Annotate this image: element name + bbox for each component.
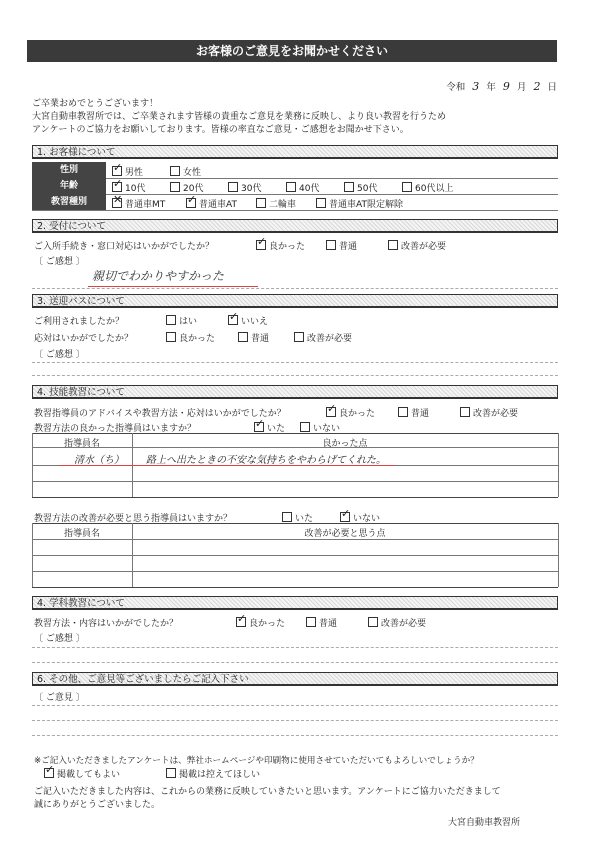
section-4-heading: 4. 技能教習について bbox=[32, 385, 558, 399]
intro-text: ご卒業おめでとうございます！ 大宮自動車教習所では、ご卒業されます皆様の貴重なご意見を業務に反映し、より良い教習を行うため アンケートのご協力をお願いしております。皆様の率直なご意見・ご感想をお聞かせ下さい。 bbox=[32, 99, 447, 135]
checkbox-bus-yes[interactable] bbox=[166, 315, 176, 325]
section-5-heading: 4. 学科教習について bbox=[32, 596, 558, 610]
reception-comment: 親切でわかりやすかった bbox=[92, 269, 225, 283]
checkbox-improve-instr-yes[interactable] bbox=[282, 512, 292, 522]
age-60s-option[interactable]: 60代以上 bbox=[402, 181, 453, 194]
age-label: 年齢 bbox=[32, 178, 106, 194]
checkbox-classroom-good[interactable]: ✓ bbox=[237, 612, 247, 625]
improve-instructor-no-option[interactable]: ✓ いない bbox=[341, 507, 381, 524]
date-year-unit: 年 bbox=[486, 82, 496, 93]
gender-male-option[interactable]: ✓ 男性 bbox=[113, 161, 144, 178]
classroom-good-option[interactable]: ✓ 良かった bbox=[237, 612, 286, 629]
age-20s-option[interactable]: 20代 bbox=[170, 181, 203, 194]
gender-label: 性別 bbox=[32, 162, 106, 178]
checkbox-bus-no[interactable]: ✓ bbox=[229, 310, 239, 323]
col-improve-points: 改善が必要と思う点 bbox=[304, 529, 386, 539]
section-2-heading: 2. 受付について bbox=[32, 219, 558, 233]
checkbox-bus-normal[interactable] bbox=[238, 332, 248, 342]
good-instructor-question: 教習方法の良かった指導員はいますか？ bbox=[34, 424, 197, 434]
reception-question: ご入所手続き・窓口対応はいかがでしたか？ bbox=[34, 242, 215, 252]
good-instructor-yes-option[interactable]: ✓ いた bbox=[255, 417, 286, 434]
good-instructor-no-option[interactable]: いない bbox=[300, 421, 340, 434]
course-at-release-option[interactable]: 普通車AT限定解除 bbox=[316, 197, 403, 210]
section-3-heading: 3. 送迎バスについて bbox=[32, 294, 558, 308]
other-comment-label: 〔 ご意見 〕 bbox=[34, 693, 85, 703]
col-instructor-name: 指導員名 bbox=[63, 439, 100, 449]
advice-improve-option[interactable]: 改善が必要 bbox=[460, 406, 518, 419]
bus-normal-option[interactable]: 普通 bbox=[238, 331, 269, 344]
reception-improve-option[interactable]: 改善が必要 bbox=[388, 239, 446, 252]
checkbox-improve-instr-no[interactable]: ✓ bbox=[341, 507, 351, 520]
checkbox-reception-improve[interactable] bbox=[388, 240, 398, 250]
good-instructor-name: 清水（ち） bbox=[74, 455, 124, 466]
col-good-points: 良かった点 bbox=[322, 439, 368, 449]
date-year: 3 bbox=[472, 80, 480, 93]
thanks-text: ご記入いただきました内容は、これからの業務に反映していきたいと思います。アンケートにご協力いただきまして 誠にありがとうございました。 bbox=[34, 787, 501, 810]
section-6-heading: 6. その他、ご意見等ございましたらご記入下さい bbox=[32, 672, 558, 686]
checkbox-bus-improve[interactable] bbox=[294, 332, 304, 342]
reception-normal-option[interactable]: 普通 bbox=[326, 239, 357, 252]
bus-use-question: ご利用されましたか？ bbox=[34, 317, 125, 327]
bus-good-option[interactable]: 良かった bbox=[166, 331, 215, 344]
survey-title: お客様のご意見をお聞かせください bbox=[27, 40, 557, 62]
checkbox-50s[interactable] bbox=[344, 182, 354, 192]
checkbox-advice-normal[interactable] bbox=[398, 407, 408, 417]
checkbox-bike[interactable] bbox=[256, 198, 266, 208]
checkbox-male[interactable]: ✓ bbox=[113, 161, 123, 174]
checkbox-20s[interactable] bbox=[170, 182, 180, 192]
course-label: 教習種別 bbox=[32, 194, 106, 210]
date-month: 9 bbox=[502, 80, 510, 93]
age-50s-option[interactable]: 50代 bbox=[344, 181, 377, 194]
section-1-heading: 1. お客様について bbox=[32, 145, 558, 159]
checkbox-advice-improve[interactable] bbox=[460, 407, 470, 417]
date-era: 令和 bbox=[446, 82, 466, 93]
col-improve-instructor-name: 指導員名 bbox=[63, 529, 100, 539]
bus-improve-option[interactable]: 改善が必要 bbox=[294, 331, 352, 344]
publish-no-option[interactable]: 掲載は控えてほしい bbox=[166, 767, 260, 780]
date-month-unit: 月 bbox=[516, 82, 527, 93]
improve-instructor-question: 教習方法の改善が必要と思う指導員はいますか？ bbox=[34, 514, 233, 524]
publish-ok-option[interactable]: ✓ 掲載してもよい bbox=[45, 763, 121, 780]
organization-name: 大宮自動車教習所 bbox=[448, 818, 521, 828]
checkbox-at[interactable]: ✓ bbox=[187, 193, 197, 206]
gender-female-option[interactable]: 女性 bbox=[170, 165, 201, 178]
good-instructor-reason: 路上へ出たときの不安な気持ちをやわらげてくれた。 bbox=[146, 455, 386, 466]
checkbox-advice-good[interactable]: ✓ bbox=[327, 402, 337, 415]
age-10s-option[interactable]: ✓ 10代 bbox=[113, 177, 146, 194]
age-40s-option[interactable]: 40代 bbox=[286, 181, 319, 194]
checkbox-classroom-normal[interactable] bbox=[306, 617, 316, 627]
checkbox-bus-good[interactable] bbox=[166, 332, 176, 342]
classroom-comment-label: 〔 ご感想 〕 bbox=[34, 634, 85, 644]
checkbox-good-instr-yes[interactable]: ✓ bbox=[255, 417, 265, 430]
date-day-unit: 日 bbox=[547, 82, 557, 93]
checkbox-classroom-improve[interactable] bbox=[368, 617, 378, 627]
checkbox-good-instr-no[interactable] bbox=[300, 422, 310, 432]
checkbox-30s[interactable] bbox=[228, 182, 238, 192]
publish-consent-note: ※ご記入いただきましたアンケートは、弊社ホームページや印刷物に使用させていただいてもよろしいでしょうか？ bbox=[34, 756, 479, 766]
advice-good-option[interactable]: ✓ 良かった bbox=[327, 402, 376, 419]
date-day: 2 bbox=[533, 80, 541, 93]
improve-instructor-yes-option[interactable]: いた bbox=[282, 511, 313, 524]
checkbox-publish-no[interactable] bbox=[166, 768, 176, 778]
classroom-normal-option[interactable]: 普通 bbox=[306, 616, 337, 629]
checkbox-reception-good[interactable]: ✓ bbox=[257, 235, 267, 248]
course-mt-option[interactable]: ✕ 普通車MT bbox=[113, 193, 166, 210]
age-30s-option[interactable]: 30代 bbox=[228, 181, 261, 194]
checkbox-at-release[interactable] bbox=[316, 198, 326, 208]
advice-normal-option[interactable]: 普通 bbox=[398, 406, 429, 419]
reception-comment-label: 〔 ご感想 〕 bbox=[34, 257, 85, 267]
bus-use-yes-option[interactable]: はい bbox=[166, 314, 197, 327]
classroom-improve-option[interactable]: 改善が必要 bbox=[368, 616, 426, 629]
bus-comment-label: 〔 ご感想 〕 bbox=[34, 350, 85, 360]
bus-use-no-option[interactable]: ✓ いいえ bbox=[229, 310, 269, 327]
checkbox-female[interactable] bbox=[170, 166, 180, 176]
checkbox-reception-normal[interactable] bbox=[326, 240, 336, 250]
instructor-advice-question: 教習指導員のアドバイスや教習方法・応対はいかがでしたか？ bbox=[34, 409, 286, 419]
checkbox-10s[interactable]: ✓ bbox=[113, 177, 123, 190]
checkbox-mt[interactable]: ✕ bbox=[113, 193, 123, 206]
course-at-option[interactable]: ✓ 普通車AT bbox=[187, 193, 237, 210]
checkbox-60s[interactable] bbox=[402, 182, 412, 192]
checkbox-publish-ok[interactable]: ✓ bbox=[45, 763, 55, 776]
bus-service-question: 応対はいかがでしたか？ bbox=[34, 334, 134, 344]
checkbox-40s[interactable] bbox=[286, 182, 296, 192]
classroom-question: 教習方法・内容はいかがでしたか？ bbox=[34, 619, 179, 629]
reception-good-option[interactable]: ✓ 良かった bbox=[257, 235, 306, 252]
course-bike-option[interactable]: 二輪車 bbox=[256, 197, 296, 210]
date-line bbox=[446, 79, 557, 93]
